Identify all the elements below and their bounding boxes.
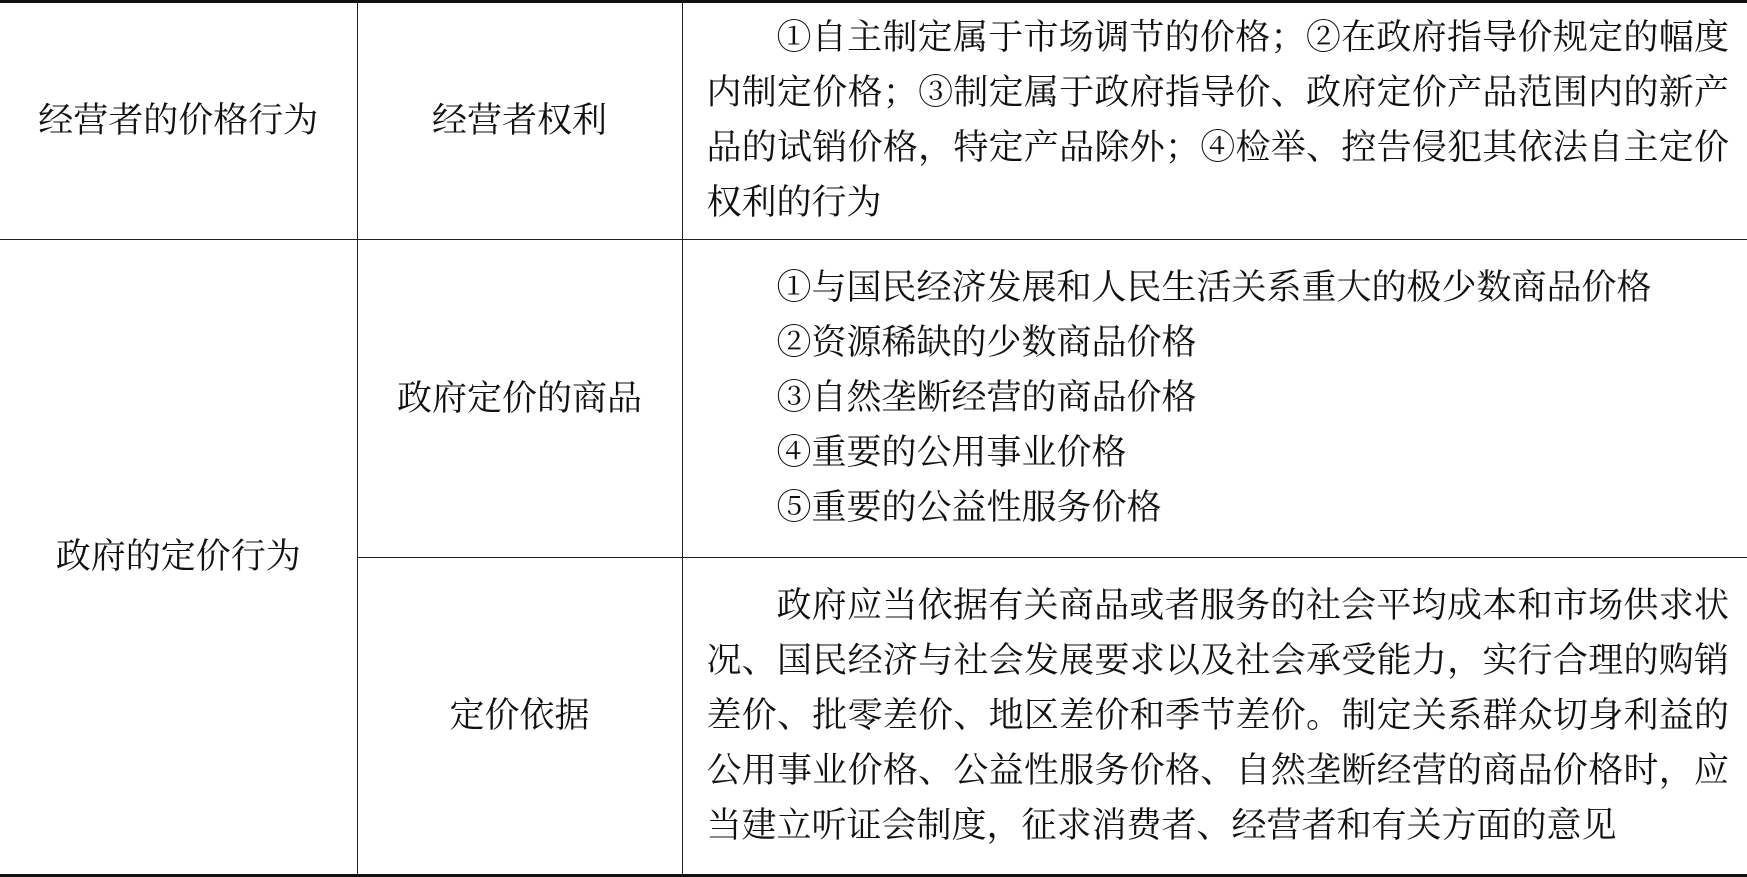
content-cell-operator-rights (682, 2, 1747, 240)
content-text: ①自主制定属于市场调节的价格；②在政府指导价规定的幅度内制定价格；③制定属于政府指导价、政府定价产品范围内的新产品的试销价格，特定产品除外；④检举、控告侵犯其依法自主定价权利的行为 (683, 3, 1747, 239)
item-label: 政府定价的商品 (397, 379, 642, 419)
list-item: ④重要的公用事业价格 (707, 426, 1730, 481)
content-cell-pricing-basis (682, 558, 1747, 876)
list-item: ③自然垄断经营的商品价格 (707, 371, 1730, 426)
list-item: ②资源稀缺的少数商品价格 (707, 316, 1730, 371)
list-item: ⑤重要的公益性服务价格 (707, 481, 1730, 536)
item-label: 经营者权利 (432, 101, 607, 141)
table-row-operator (0, 2, 1747, 240)
item-cell-operator-rights (357, 2, 682, 240)
goods-list (683, 253, 1747, 544)
list-item: ①与国民经济发展和人民生活关系重大的极少数商品价格 (707, 261, 1730, 316)
category-label: 经营者的价格行为 (38, 101, 318, 141)
item-cell-government-goods (357, 240, 682, 558)
item-cell-pricing-basis (357, 558, 682, 876)
content-text: 政府应当依据有关商品或者服务的社会平均成本和市场供求状况、国民经济与社会发展要求以及社会承受能力，实行合理的购销差价、批零差价、地区差价和季节差价。制定关系群众切身利益的公用事业价格、公益性服务价格、自然垄断经营的商品价格时，应当建立听证会制度，征求消费者、经营者和有关方面的意见 (683, 571, 1747, 862)
content-cell-government-goods (682, 240, 1747, 558)
category-cell-government (0, 240, 357, 876)
category-label: 政府的定价行为 (56, 537, 301, 577)
table-row-government-goods (0, 240, 1747, 558)
item-label: 定价依据 (449, 696, 589, 736)
category-cell-operator (0, 2, 357, 240)
